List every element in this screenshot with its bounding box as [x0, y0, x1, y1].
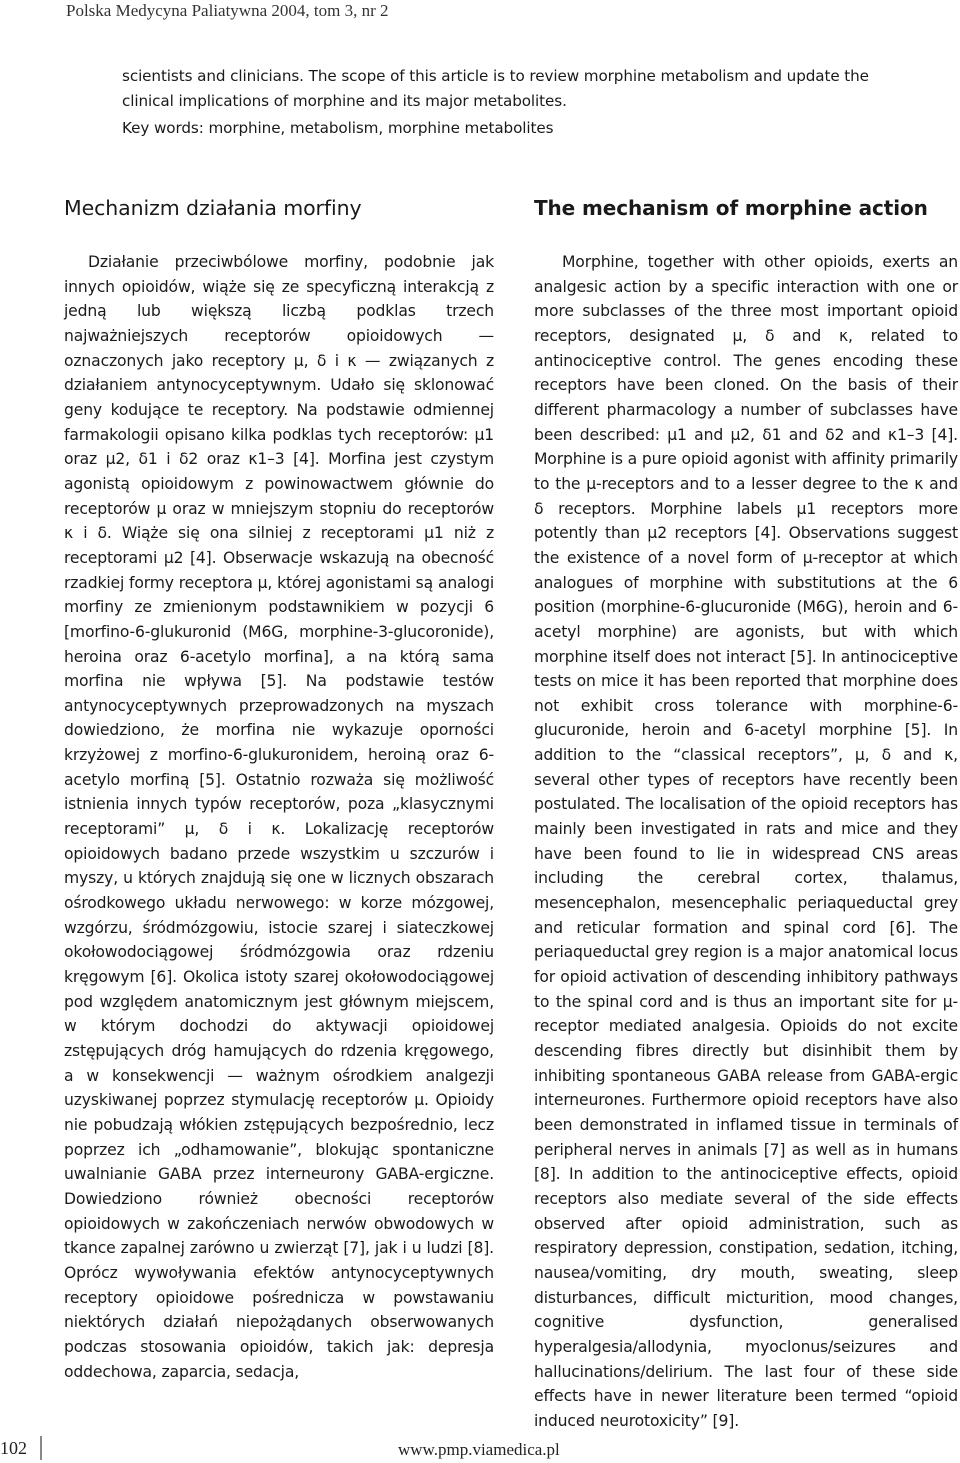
keywords: Key words: morphine, metabolism, morphine metabolites	[122, 119, 554, 137]
running-head: Polska Medycyna Paliatywna 2004, tom 3, nr 2	[66, 1, 389, 20]
section-heading-en: The mechanism of morphine action	[534, 196, 928, 220]
english-section	[534, 194, 958, 1434]
page-number: 102	[0, 1438, 27, 1458]
polish-section	[64, 194, 494, 1384]
section-body-en: Morphine, together with other opioids, exerts an analgesic action by a specific interaction with one or more subclasses of the three most important opioid receptors, designated μ, δ and κ, related to antinociceptive control. The genes encoding these receptors have been cloned. On the basis of their different pharmacology a number of subclasses have been described: μ1 and μ2, δ1 and δ2 and κ1–3 [4]. Morphine is a pure opioid agonist with affinity primarily to the μ-receptors and to a lesser degree to the κ and δ receptors. Morphine labels μ1 receptors more potently than μ2 receptors [4]. Observations suggest the existence of a novel form of μ-receptor at which analogues of morphine with substitutions at the 6 position (morphine-6-glucuronide (M6G), heroin and 6-acetyl morphine) are agonists, but with which morphine itself does not interact [5]. In antinociceptive tests on mice it has been reported that morphine does not exhibit cross tolerance with morphine-6-glucuronide, heroin and 6-acetyl morphine [5]. In addition to the “classical receptors”, μ, δ and κ, several other types of receptors have recently been postulated. The localisation of the opioid receptors has mainly been investigated in rats and mice and they have been found to lie in widespread CNS areas including the cerebral cortex, thalamus, mesencephalon, mesencephalic periaqueductal grey and reticular formation and spinal cord [6]. The periaqueductal grey region is a major anatomical locus for opioid activation of descending inhibitory pathways to the spinal cord and is thus an important site for μ-receptor mediated analgesia. Opioids do not excite descending fibres directly but disinhibit them by inhibiting spontaneous GABA release from GABA-ergic interneurones. Furthermore opioid receptors have also been demonstrated in inflamed tissue in terminals of peripheral nerves in animals [7] as well as in humans [8]. In addition to the antinociceptive effects, opioid receptors also mediate several of the side effects observed after opioid administration, such as respiratory depression, constipation, sedation, itching, nausea/vomiting, dry mouth, sweating, sleep disturbances, difficult micturition, mood changes, cognitive dysfunction, generalised hyperalgesia/allodynia, myoclonus/seizures and hallucinations/delirium. The last four of these side effects have in newer literature been termed “opioid induced neurotoxicity” [9].	[534, 253, 958, 1430]
abstract-tail: scientists and clinicians. The scope of this article is to review morphine metabolism and update the clinical implications of morphine and its major metabolites.	[122, 67, 869, 110]
section-body-pl: Działanie przeciwbólowe morfiny, podobnie jak innych opioidów, wiąże się ze specyficzną interakcją z jedną lub większą liczbą podklas trzech najważniejszych receptorów opioidowych — oznaczonych jako receptory μ, δ i κ — związanych z działaniem antynocyceptywnym. Udało się sklonować geny kodujące te receptory. Na podstawie odmiennej farmakologii opisano kilka podklas tych receptorów: μ1 oraz μ2, δ1 i δ2 oraz κ1–3 [4]. Morfina jest czystym agonistą opioidowym z powinowactwem głównie do receptorów μ oraz w mniejszym stopniu do receptorów κ i δ. Wiąże się ona silniej z receptorami μ1 niż z receptorami μ2 [4]. Obserwacje wskazują na obecność rzadkiej formy receptora μ, której agonistami są analogi morfiny ze zmienionym podstawnikiem w pozycji 6 [morfino-6-glukuronid (M6G, morphine-3-glucoronide), heroina oraz 6-acetylo morfina], a na którą sama morfina nie wpływa [5]. Na podstawie testów antynocyceptywnych przeprowadzonych na myszach dowiedziono, że morfina nie wykazuje oporności krzyżowej z morfino-6-glukuronidem, heroiną oraz 6-acetylo morfiną [5]. Ostatnio rozważa się możliwość istnienia innych typów receptorów, poza „klasycznymi receptorami” μ, δ i κ. Lokalizację receptorów opioidowych badano przede wszystkim u szczurów i myszy, u których znajdują się one w licznych obszarach ośrodkowego układu nerwowego: w korze mózgowej, wzgórzu, śródmózgowiu, istocie szarej i siateczkowej okołowodociągowej śródmózgowia oraz rdzeniu kręgowym [6]. Okolica istoty szarej okołowodociągowej pod względem anatomicznym jest głównym miejscem, w którym dochodzi do aktywacji opioidowej zstępujących dróg hamujących do rdzenia kręgowego, a w konsekwencji — ważnym ośrodkiem analgezji uzyskiwanej poprzez stymulację receptorów μ. Opioidy nie pobudzają włókien zstępujących bezpośrednio, lecz poprzez ich „odhamowanie”, blokując spontaniczne uwalnianie GABA przez interneurony GABA-ergiczne. Dowiedziono również obecności receptorów opioidowych w zakończeniach nerwów obwodowych w tkance zapalnej zarówno u zwierząt [7], jak i u ludzi [8]. Oprócz wywoływania efektów antynocyceptywnych receptory opioidowe pośrednicza w powstawaniu niektórych działań niepożądanych obserwowanych podczas stosowania opioidów, takich jak: depresja oddechowa, zaparcia, sedacja,	[64, 253, 494, 1381]
footer-url[interactable]: www.pmp.viamedica.pl	[398, 1440, 560, 1459]
page-number-rule	[40, 1436, 42, 1460]
section-heading-pl: Mechanizm działania morfiny	[64, 196, 362, 220]
